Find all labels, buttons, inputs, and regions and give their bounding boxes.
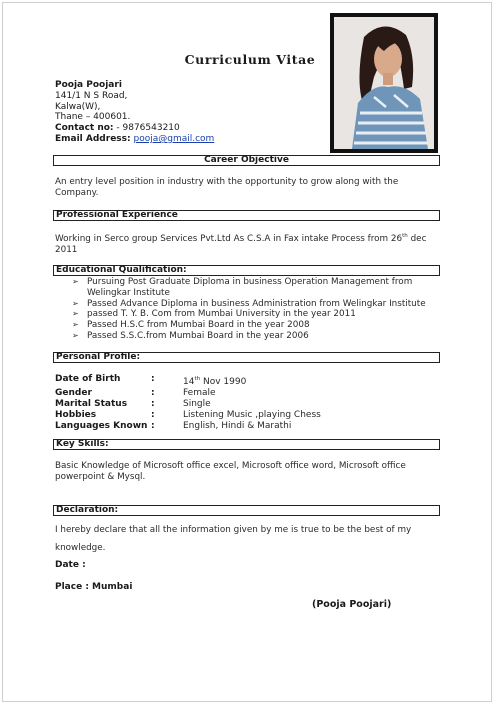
declaration-line-2: knowledge.: [55, 543, 106, 553]
list-item: [72, 299, 444, 310]
profile-row-languages: [55, 421, 321, 432]
declaration-text: [55, 521, 440, 557]
education-item-text: passed T. Y. B. Com from Mumbai University in the year 2011: [87, 309, 356, 320]
arrow-bullet-icon: ➢: [72, 330, 79, 340]
profile-row-hobbies: [55, 410, 321, 421]
place-label: Place : Mumbai: [55, 582, 133, 592]
document-title: Curriculum Vitae: [184, 52, 316, 67]
experience-text-end: dec 2011: [55, 233, 427, 255]
contact-label: Contact no:: [55, 123, 114, 134]
email-line: [55, 134, 214, 145]
profile-row-marital: [55, 399, 321, 410]
colon: :: [151, 410, 155, 420]
professional-experience-text: [55, 231, 440, 256]
address-line-3: Thane – 400601.: [55, 112, 131, 123]
experience-text-start: Working in Serco group Services Pvt.Ltd As C.S.A in Fax intake Process from 26: [55, 233, 403, 244]
declaration-heading: Declaration:: [53, 505, 440, 516]
dob-rest: Nov 1990: [200, 377, 247, 387]
address-line-2: Kalwa(W),: [55, 101, 101, 112]
marital-label: Marital Status: [55, 399, 128, 409]
profile-row-gender: [55, 388, 321, 399]
professional-experience-heading: Professional Experience: [53, 210, 440, 221]
dob-sup: th: [194, 376, 201, 382]
personal-profile-heading: Personal Profile:: [53, 352, 440, 363]
arrow-bullet-icon: ➢: [72, 277, 79, 286]
hobbies-label: Hobbies: [55, 410, 97, 420]
profile-photo: [330, 13, 438, 153]
languages-label: Languages Known: [55, 421, 148, 431]
key-skills-heading: Key Skills:: [53, 439, 440, 450]
gender-label: Gender: [55, 388, 92, 398]
list-item: [72, 320, 444, 331]
colon: :: [151, 388, 155, 398]
arrow-bullet-icon: ➢: [72, 298, 79, 308]
colon: :: [151, 399, 155, 409]
education-list: [72, 277, 444, 342]
career-objective-heading: Career Objective: [53, 155, 440, 166]
declaration-line-1: I hereby declare that all the information given by me is true to be the best of my: [55, 525, 412, 535]
profile-row-dob: [55, 374, 321, 388]
email-link[interactable]: pooja@gmail.com: [133, 133, 215, 144]
dob-value: [183, 374, 246, 388]
list-item: [72, 277, 444, 299]
colon: :: [151, 374, 155, 384]
education-item-text: Passed Advance Diploma in business Administration from Welingkar Institute: [87, 298, 426, 309]
contact-value: - 9876543210: [113, 123, 180, 134]
education-item-text: Passed S.S.C.from Mumbai Board in the year 2006: [87, 330, 309, 341]
colon: :: [151, 421, 155, 431]
experience-sup: th: [402, 233, 408, 239]
languages-value: English, Hindi & Marathi: [183, 421, 292, 431]
education-heading: Educational Qualification:: [53, 265, 440, 276]
date-label: Date :: [55, 560, 86, 570]
contact-block: [55, 80, 214, 145]
education-item-text: Passed H.S.C from Mumbai Board in the year 2008: [87, 320, 310, 331]
gender-value: Female: [183, 388, 216, 398]
email-label: Email Address:: [55, 133, 131, 144]
list-item: [72, 331, 444, 342]
marital-value: Single: [183, 399, 211, 409]
personal-profile-table: [55, 374, 321, 432]
key-skills-text: Basic Knowledge of Microsoft office excel, Microsoft office word, Microsoft office powerpoint & Mysql.: [55, 461, 406, 482]
candidate-name: Pooja Poojari: [55, 80, 122, 90]
hobbies-value: Listening Music ,playing Chess: [183, 410, 321, 420]
dob-day: 14: [183, 377, 195, 387]
signature-name: (Pooja Poojari): [312, 599, 392, 610]
arrow-bullet-icon: ➢: [72, 320, 79, 330]
contact-line: [55, 123, 214, 134]
dob-label: Date of Birth: [55, 374, 121, 384]
career-objective-text: An entry level position in industry with the opportunity to grow along with the Company.: [55, 177, 399, 198]
list-item: [72, 309, 444, 320]
arrow-bullet-icon: ➢: [72, 309, 79, 319]
education-item-text: Pursuing Post Graduate Diploma in business Operation Management from Welingkar Institute: [87, 277, 413, 298]
address-line-1: 141/1 N S Road,: [55, 90, 128, 101]
